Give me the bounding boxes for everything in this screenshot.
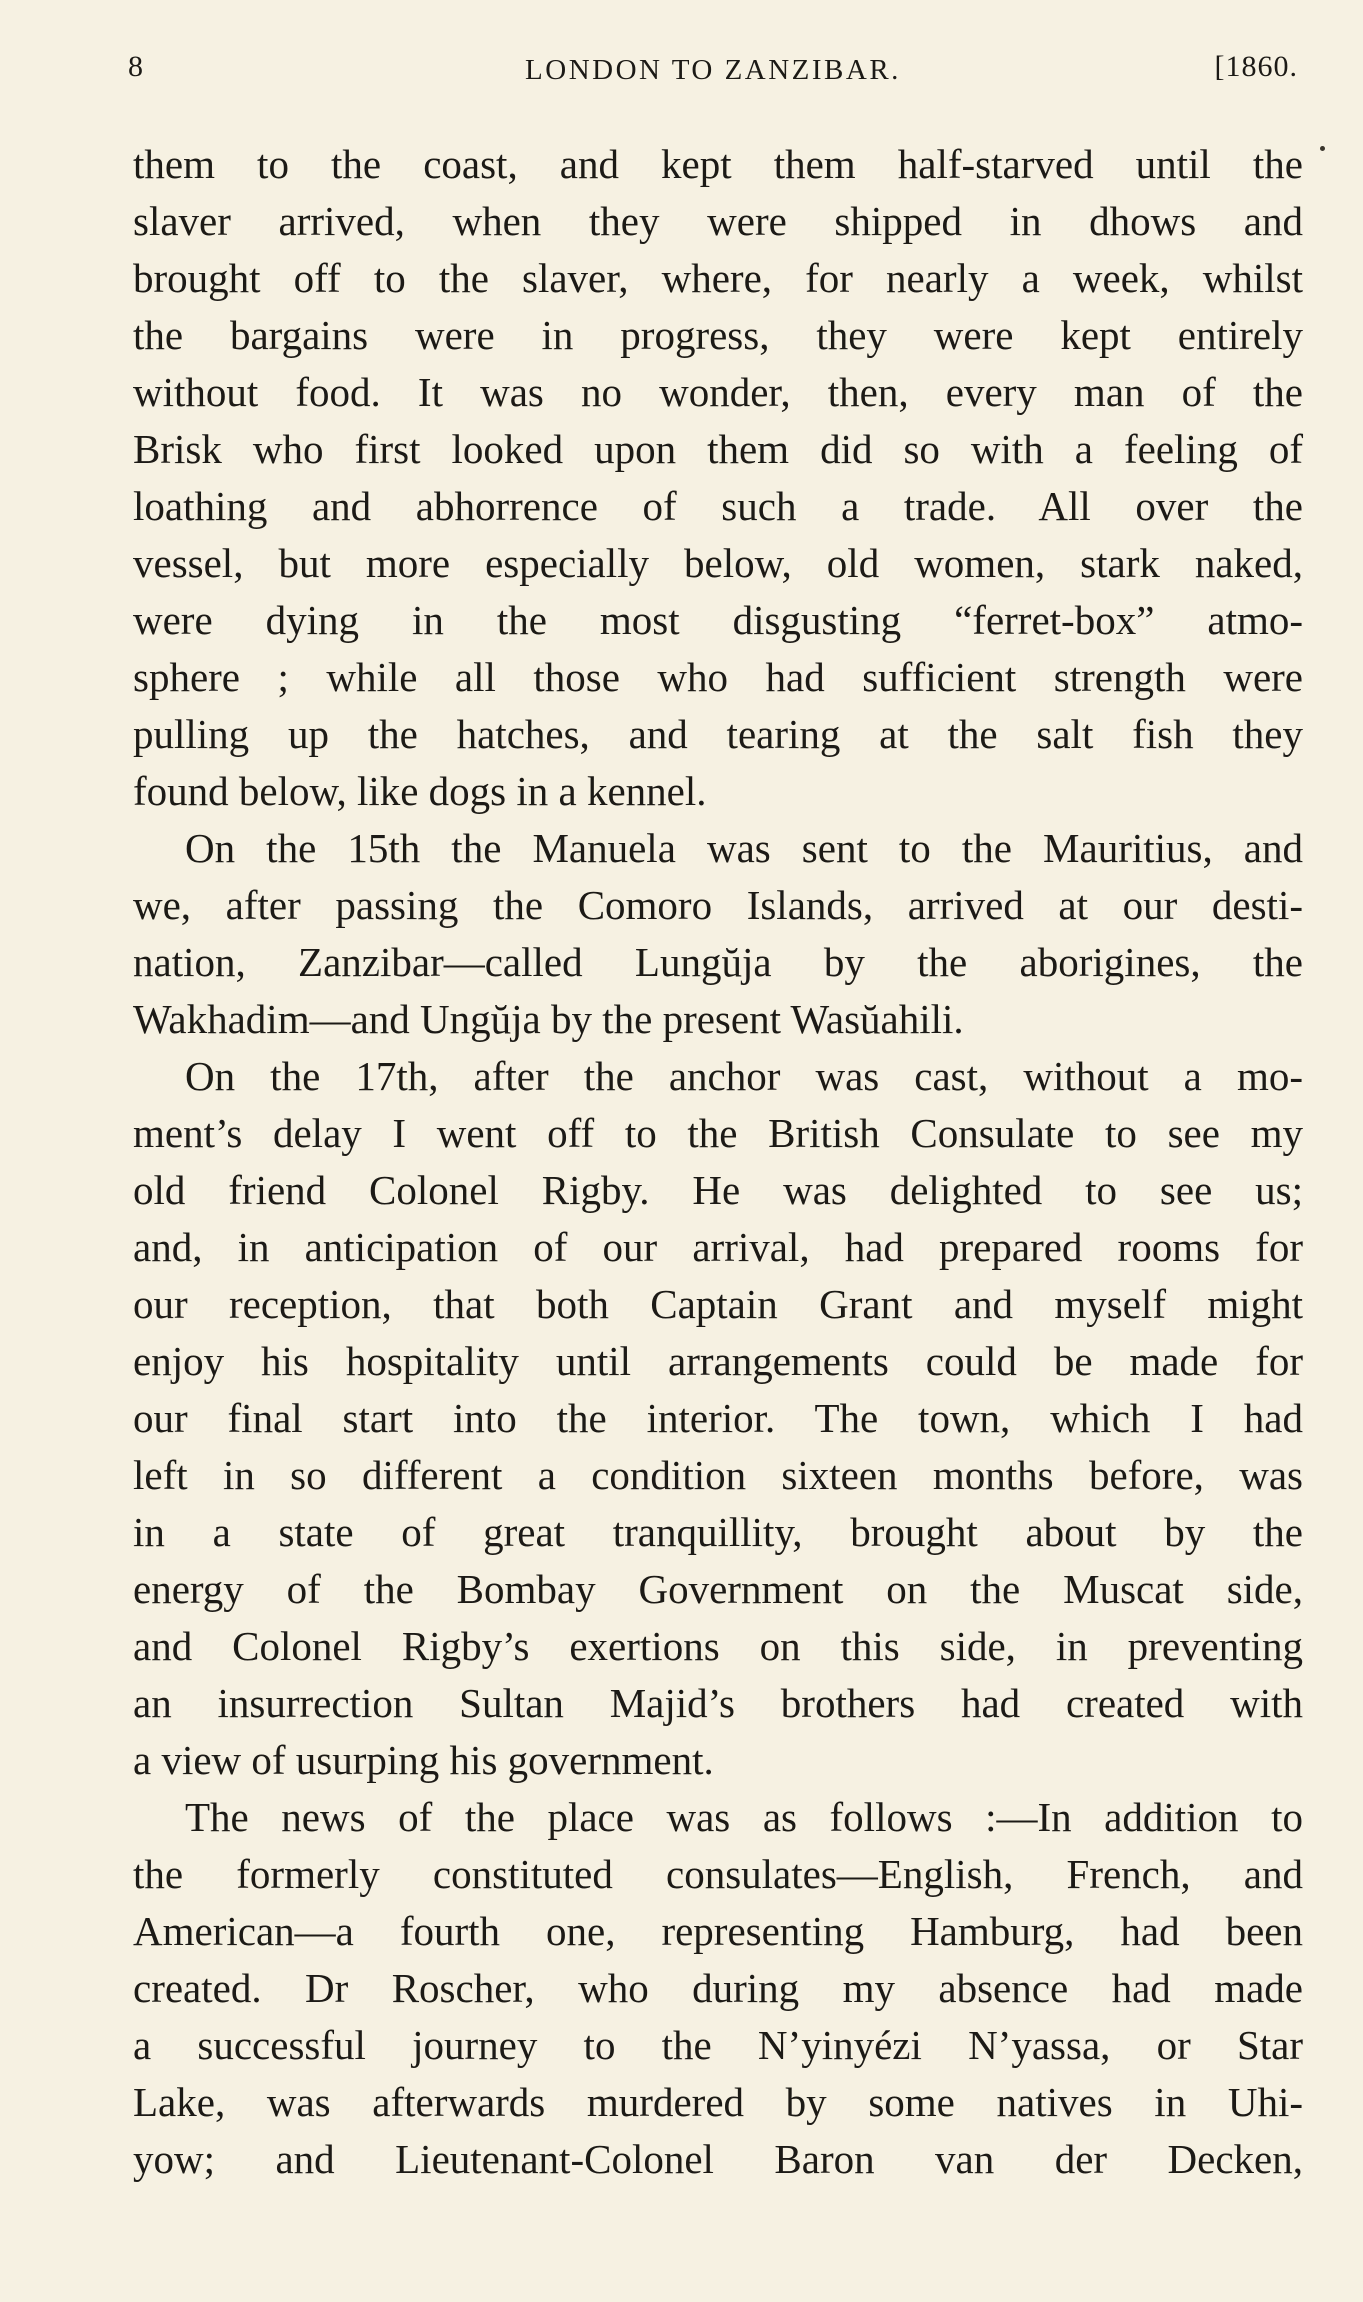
paragraph-end-line: a view of usurping his government. bbox=[133, 1737, 714, 1783]
text-line: yow; and Lieutenant-Colonel Baron van der Decken, bbox=[133, 2136, 1303, 2182]
text-line: without food. It was no wonder, then, every man of the bbox=[133, 369, 1303, 415]
paragraph-end-line: found below, like dogs in a kennel. bbox=[133, 768, 707, 814]
text-line: a successful journey to the N’yinyézi N’yassa, or Star bbox=[133, 2022, 1303, 2068]
text-line: in a state of great tranquillity, brought about by the bbox=[133, 1509, 1303, 1555]
text-line: the bargains were in progress, they were kept entirely bbox=[133, 312, 1303, 358]
text-line: ment’s delay I went off to the British Consulate to see my bbox=[133, 1110, 1303, 1156]
text-line: American—a fourth one, representing Hamburg, had been bbox=[133, 1908, 1303, 1954]
printing-speck bbox=[1320, 146, 1325, 151]
running-head bbox=[128, 50, 1298, 110]
text-line: we, after passing the Comoro Islands, arrived at our desti- bbox=[133, 882, 1303, 928]
text-line: Brisk who first looked upon them did so with a feeling of bbox=[133, 426, 1303, 472]
text-line: them to the coast, and kept them half-starved until the bbox=[133, 141, 1303, 187]
text-line: energy of the Bombay Government on the Muscat side, bbox=[133, 1566, 1303, 1612]
text-line: pulling up the hatches, and tearing at the salt fish they bbox=[133, 711, 1303, 757]
text-line: and, in anticipation of our arrival, had prepared rooms for bbox=[133, 1224, 1303, 1270]
paragraph-start-line: On the 17th, after the anchor was cast, without a mo- bbox=[185, 1053, 1303, 1099]
text-line: left in so different a condition sixteen months before, was bbox=[133, 1452, 1303, 1498]
text-line: slaver arrived, when they were shipped in dhows and bbox=[133, 198, 1303, 244]
paragraph-end-line: Wakhadim—and Ungŭja by the present Wasŭahili. bbox=[133, 996, 964, 1042]
text-line: our reception, that both Captain Grant and myself might bbox=[133, 1281, 1303, 1327]
paragraph-start-line: The news of the place was as follows :—In addition to bbox=[185, 1794, 1303, 1840]
text-line: created. Dr Roscher, who during my absence had made bbox=[133, 1965, 1303, 2011]
text-line: our final start into the interior. The town, which I had bbox=[133, 1395, 1303, 1441]
running-title: LONDON TO ZANZIBAR. bbox=[525, 54, 901, 86]
text-line: and Colonel Rigby’s exertions on this side, in preventing bbox=[133, 1623, 1303, 1669]
text-line: old friend Colonel Rigby. He was delighted to see us; bbox=[133, 1167, 1303, 1213]
text-line: loathing and abhorrence of such a trade. All over the bbox=[133, 483, 1303, 529]
text-line: were dying in the most disgusting “ferret-box” atmo- bbox=[133, 597, 1303, 643]
text-line: enjoy his hospitality until arrangements could be made for bbox=[133, 1338, 1303, 1384]
text-line: brought off to the slaver, where, for nearly a week, whilst bbox=[133, 255, 1303, 301]
text-line: nation, Zanzibar—called Lungŭja by the aborigines, the bbox=[133, 939, 1303, 985]
body-text bbox=[133, 136, 1303, 2188]
running-year: [1860. bbox=[1214, 50, 1298, 83]
paragraph-start-line: On the 15th the Manuela was sent to the Mauritius, and bbox=[185, 825, 1303, 871]
text-line: an insurrection Sultan Majid’s brothers had created with bbox=[133, 1680, 1303, 1726]
text-line: the formerly constituted consulates—English, French, and bbox=[133, 1851, 1303, 1897]
text-line: sphere ; while all those who had sufficient strength were bbox=[133, 654, 1303, 700]
text-line: vessel, but more especially below, old women, stark naked, bbox=[133, 540, 1303, 586]
page-number: 8 bbox=[128, 50, 144, 83]
text-line: Lake, was afterwards murdered by some natives in Uhi- bbox=[133, 2079, 1303, 2125]
